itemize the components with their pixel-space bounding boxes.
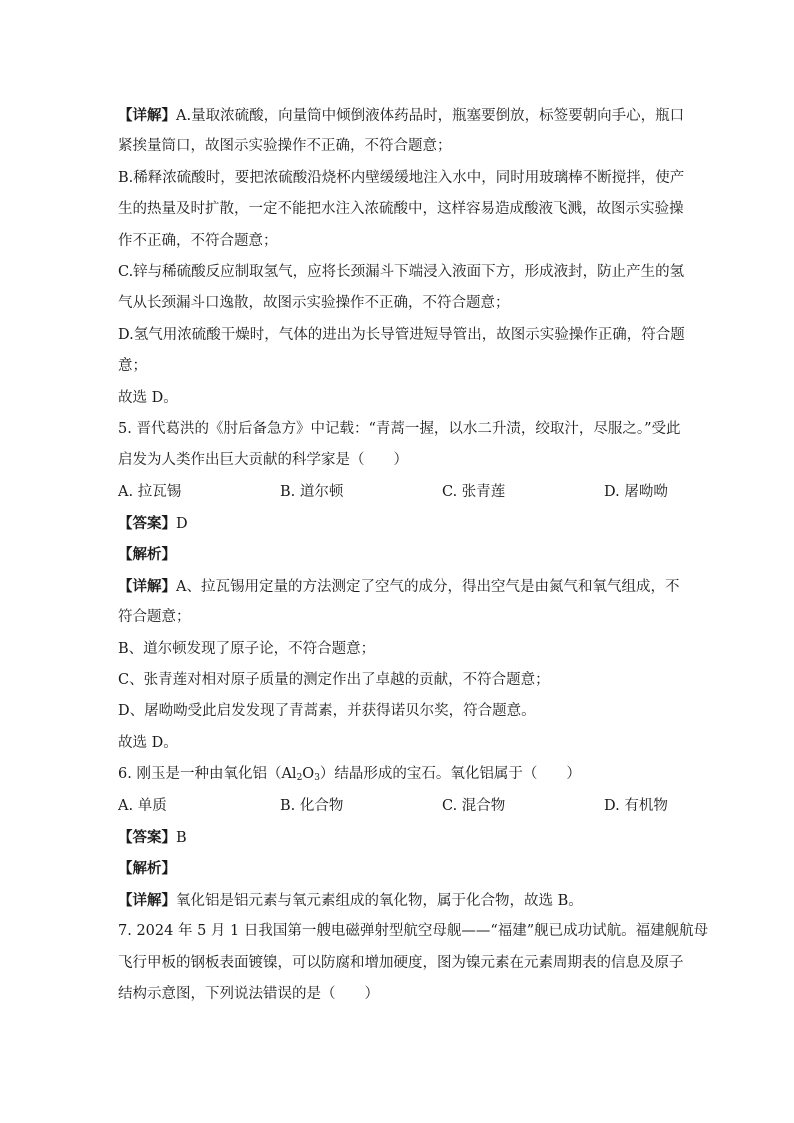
q6-detail-line-1: 【详解】氧化铝是铝元素与氧元素组成的氧化物，属于化合物，故选 B。 bbox=[118, 891, 583, 909]
q4-detail-line-1: 【详解】A.量取浓硫酸，向量筒中倾倒液体药品时，瓶塞要倒放，标签要朝向手心，瓶口 bbox=[118, 107, 685, 124]
answer-tag: 【答案】 bbox=[118, 515, 176, 533]
q5-analysis-tag: 【解析】 bbox=[118, 546, 176, 564]
q4-detail-line-4: 生的热量及时扩散，一定不能把水注入浓硫酸中，这样容易造成酸液飞溅，故图示实验操 bbox=[118, 201, 684, 218]
detail-tag: 【详解】 bbox=[118, 577, 176, 595]
q6-answer bbox=[118, 822, 678, 853]
detail-tag: 【详解】 bbox=[118, 107, 176, 124]
document-page bbox=[118, 100, 709, 1010]
q5-detail-line-1: 【详解】A、拉瓦锡用定量的方法测定了空气的成分，得出空气是由氮气和氧气组成，不 bbox=[118, 577, 680, 595]
q5-detail-line-5: D、屠呦呦受此启发发现了青蒿素，并获得诺贝尔奖，符合题意。 bbox=[118, 703, 536, 720]
q7-stem-line-3: 结构示意图，下列说法错误的是（ ） bbox=[118, 985, 379, 1002]
q6-analysis-tag: 【解析】 bbox=[118, 860, 176, 878]
q7-stem-line-2: 飞行甲板的钢板表面镀镍，可以防腐和增加硬度，图为镍元素在元素周期表的信息及原子 bbox=[118, 954, 684, 971]
detail-tag: 【详解】 bbox=[118, 891, 176, 909]
q5-conclusion: 故选 D。 bbox=[118, 734, 178, 751]
q5-option-a: A. 拉瓦锡 bbox=[118, 483, 182, 500]
answer-value: D bbox=[176, 516, 188, 533]
q5-stem-line-2: 启发为人类作出巨大贡献的科学家是（ ） bbox=[118, 452, 408, 469]
q4-detail-line-9: 意； bbox=[118, 358, 147, 375]
q7-stem-line-1: 7. 2024 年 5 月 1 日我国第一艘电磁弹射型航空母舰——“福建”舰已成功试航。福建舰航母 bbox=[118, 923, 709, 940]
q4-detail-line-6: C.锌与稀硫酸反应制取氢气，应将长颈漏斗下端浸入液面下方，形成液封，防止产生的氢 bbox=[118, 263, 685, 280]
q5-detail-line-4: C、张青莲对相对原子质量的测定作出了卓越的贡献，不符合题意； bbox=[118, 672, 550, 689]
q5-option-d: D. 屠呦呦 bbox=[604, 483, 668, 500]
q5-detail-line-2: 符合题意； bbox=[118, 609, 191, 626]
q6-option-a: A. 单质 bbox=[118, 797, 167, 814]
q5-options bbox=[118, 477, 678, 508]
q4-detail-line-8: D.氢气用浓硫酸干燥时，气体的进出为长导管进短导管出，故图示实验操作正确，符合题 bbox=[118, 326, 685, 343]
q6-option-c: C. 混合物 bbox=[442, 797, 506, 814]
chemical-formula: $Al_2O_3$ bbox=[281, 766, 320, 784]
q4-detail-line-2: 紧挨量筒口，故图示实验操作不正确，不符合题意； bbox=[118, 138, 452, 155]
answer-tag: 【答案】 bbox=[118, 828, 176, 846]
q6-option-d: D. 有机物 bbox=[604, 797, 668, 814]
answer-value: B bbox=[176, 829, 187, 846]
q6-option-b: B. 化合物 bbox=[280, 797, 344, 814]
q5-detail-line-3: B、道尔顿发现了原子论，不符合题意； bbox=[118, 640, 376, 657]
q5-option-b: B. 道尔顿 bbox=[280, 483, 344, 500]
q6-options bbox=[118, 791, 678, 822]
q5-option-c: C. 张青莲 bbox=[442, 483, 506, 500]
q4-detail-line-5: 作不正确，不符合题意； bbox=[118, 232, 278, 249]
q5-stem-line-1: 5. 晋代葛洪的《肘后备急方》中记载：“青蒿一握，以水二升渍，绞取汁，尽服之。”受此 bbox=[118, 420, 681, 437]
q4-conclusion: 故选 D。 bbox=[118, 389, 178, 406]
q5-answer bbox=[118, 508, 678, 539]
q6-stem: 6. 刚玉是一种由氧化铝$(Al_2O_3)$结晶形成的宝石。氧化铝属于（ ） bbox=[118, 766, 581, 784]
q4-detail-line-7: 气从长颈漏斗口逸散，故图示实验操作不正确，不符合题意； bbox=[118, 295, 510, 312]
q4-detail-line-3: B.稀释浓硫酸时，要把浓硫酸沿烧杯内壁缓缓地注入水中，同时用玻璃棒不断搅拌，使产 bbox=[118, 169, 685, 186]
